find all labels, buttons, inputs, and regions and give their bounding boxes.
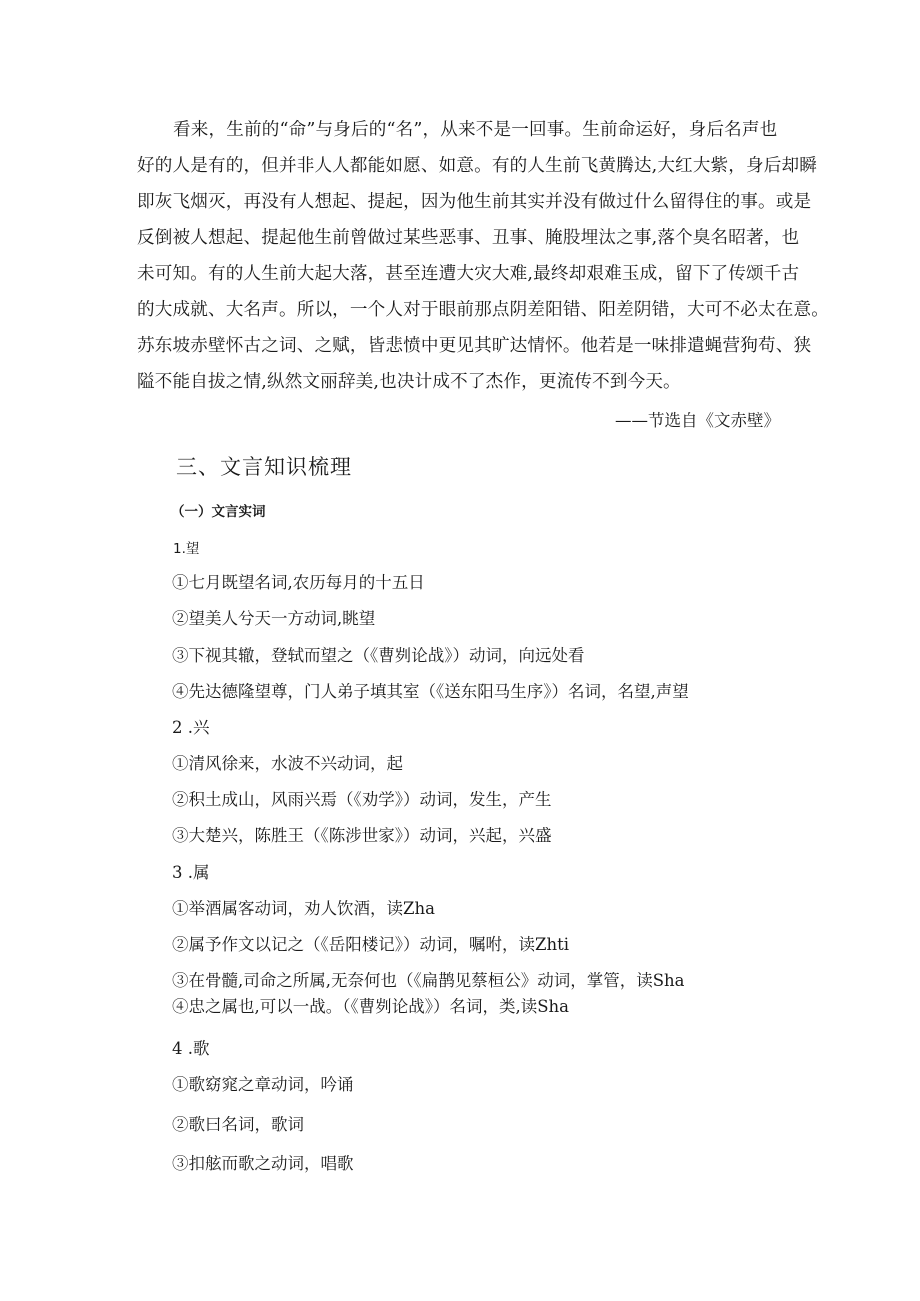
word-item: ④先达德隆望尊，门人弟子填其室（《送东阳马生序》）名词，名望,声望 [172,682,689,701]
word-item: ④忠之属也,可以一战。（《曹刿论战》）名词，类,读Sha [172,997,570,1016]
word-item: ③下视其辙，登轼而望之（《曹刿论战》）动词，向远处看 [172,646,585,665]
word-item: ③大楚兴，陈胜王（《陈涉世家》）动词，兴起，兴盛 [172,826,552,845]
passage-line: 隘不能自拔之情,纵然文丽辞美,也决计成不了杰作，更流传不到今天。 [137,372,681,392]
passage-line: 的大成就、大名声。所以，一个人对于眼前那点阴差阳错、阳差阴错，大可不必太在意。 [137,300,830,320]
passage-line: 看来，生前的“命”与身后的“名”，从来不是一回事。生前命运好，身后名声也 [173,120,778,140]
word-heading: 1.望 [173,541,200,557]
word-heading: 4 .歌 [172,1039,210,1058]
passage-paragraph [137,112,830,400]
passage-line: 苏东坡赤壁怀古之词、之赋，皆悲愤中更见其旷达情怀。他若是一味排遣蝇营狗苟、狭 [137,336,812,356]
word-heading: 3 .属 [172,863,210,882]
word-item: ②属予作文以记之（《岳阳楼记》）动词，嘱咐，读Zhti [172,935,569,954]
section-title: 三、文言知识梳理 [176,455,352,479]
passage-line: 未可知。有的人生前大起大落，甚至连遭大灾大难,最终却艰难玉成，留下了传颂千古 [137,264,800,284]
passage-line: 反倒被人想起、提起他生前曾做过某些恶事、丑事、腌股埋汰之事,落个臭名昭著，也 [137,228,800,248]
word-item: ③扣舷而歌之动词，唱歌 [172,1154,354,1173]
section-subtitle: （一）文言实词 [171,504,266,520]
word-item: ②积土成山，风雨兴焉（《劝学》）动词，发生，产生 [172,790,552,809]
word-item: ①举酒属客动词，劝人饮酒，读Zha [172,899,435,918]
word-heading: 2 .兴 [172,718,210,737]
word-item: ③在骨髓,司命之所属,无奈何也（《扁鹊见蔡桓公》动词，掌管，读Sha [172,971,685,990]
passage-source: ——节选自《文赤壁》 [615,411,780,430]
word-item: ②望美人兮天一方动词,眺望 [172,609,376,628]
passage-line: 即灰飞烟灭，再没有人想起、提起，因为他生前其实并没有做过什么留得住的事。或是 [137,192,812,212]
word-item: ①七月既望名词,农历每月的十五日 [172,573,425,592]
word-item: ①清风徐来，水波不兴动词，起 [172,754,403,773]
word-item: ①歌窈窕之章动词，吟诵 [172,1075,354,1094]
word-item: ②歌曰名词，歌词 [172,1115,304,1134]
passage-line: 好的人是有的，但并非人人都能如愿、如意。有的人生前飞黄腾达,大红大紫，身后却瞬 [137,156,818,176]
